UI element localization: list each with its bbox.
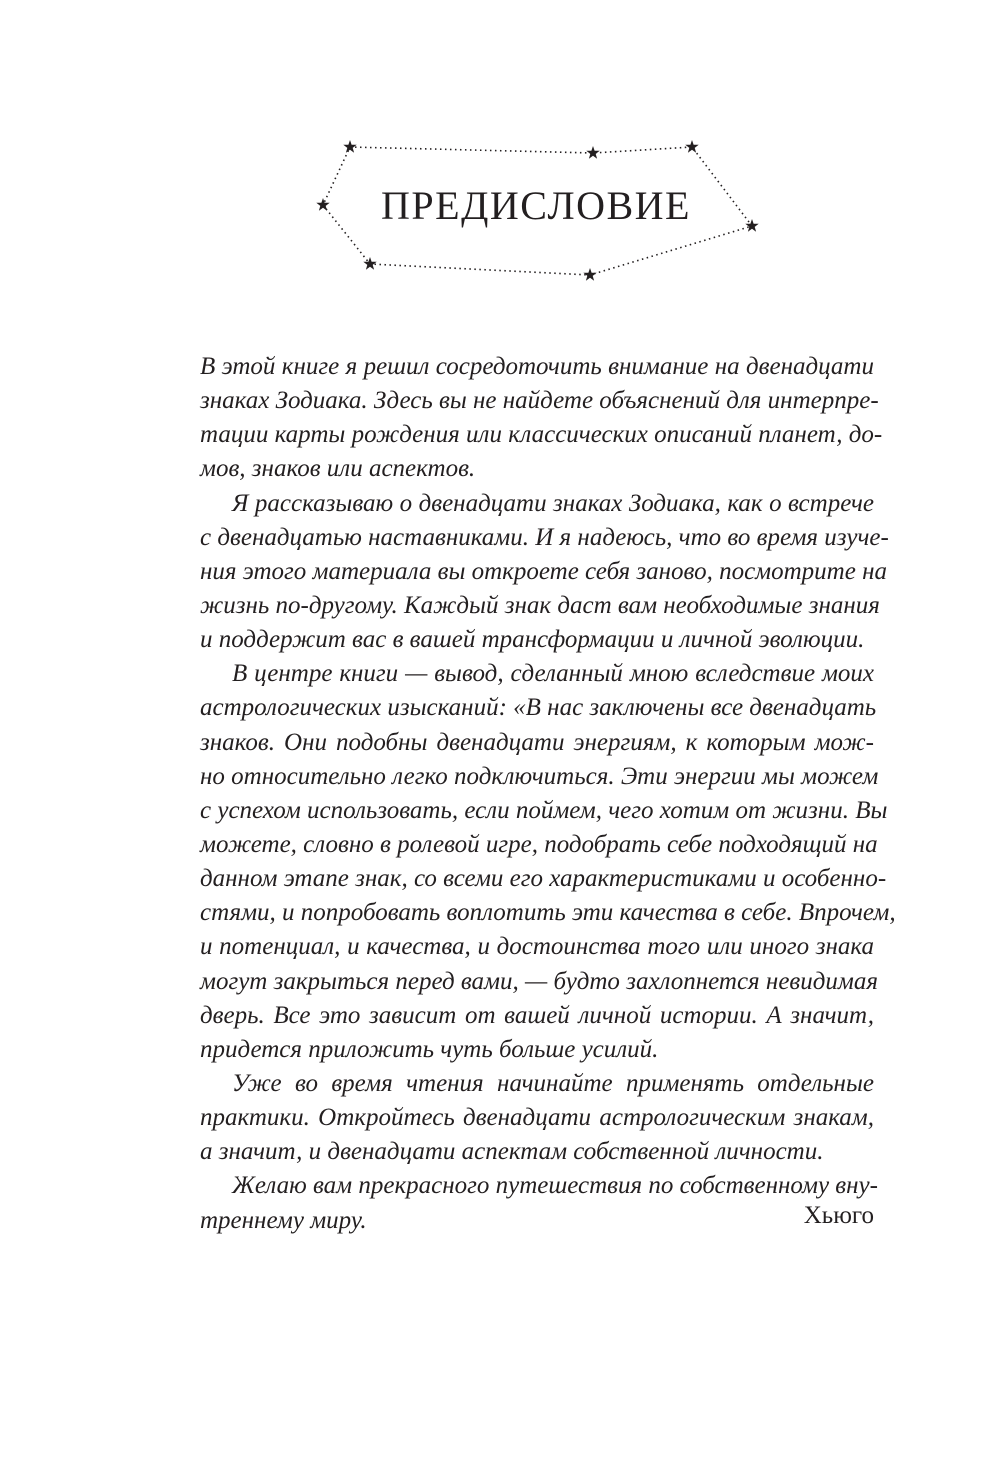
text-line: жизнь по-другому. Каждый знак даст вам необходимые знания: [200, 591, 880, 619]
text-line: В этой книге я решил сосредоточить внимание на двенадцати: [200, 353, 874, 380]
text-line: Желаю вам прекрасного путешествия по собственному вну-: [232, 1172, 878, 1200]
star-icon: [343, 140, 356, 153]
text-line: придется приложить чуть больше усилий.: [200, 1035, 659, 1063]
text-line: с успехом использовать, если поймем, чего хотим от жизни. Вы: [200, 796, 888, 824]
text-line: Уже во время чтения начинайте применять отдельные: [232, 1069, 874, 1097]
text-line: но относительно легко подключиться. Эти энергии мы можем: [200, 762, 879, 790]
text-line: и потенциал, и качества, и достоинства того или иного знака: [200, 933, 874, 961]
text-line: дверь. Все это зависит от вашей личной истории. А значит,: [200, 1001, 874, 1029]
text-line: и поддержит вас в вашей трансформации и личной эволюции.: [200, 626, 865, 654]
star-icon: [685, 140, 698, 153]
text-line: треннему миру.: [200, 1206, 367, 1234]
star-icon: [363, 257, 376, 270]
text-line: астрологических изысканий: «В нас заключены все двенадцать: [200, 694, 877, 722]
text-line: могут закрыться перед вами, — будто захлопнется невидимая: [200, 967, 879, 995]
constellation-ornament-icon: [0, 0, 1000, 320]
star-icon: [583, 268, 596, 281]
text-line: можете, словно в ролевой игре, подобрать себе подходящий на: [200, 830, 878, 858]
text-line: с двенадцатью наставниками. И я надеюсь, что во время изуче-: [200, 523, 889, 551]
star-icon: [586, 146, 599, 159]
text-line: тации карты рождения или классических описаний планет, до-: [200, 421, 883, 449]
text-line: ния этого материала вы откроете себя заново, посмотрите на: [200, 557, 887, 585]
text-line: а значит, и двенадцати аспектам собственной личности.: [200, 1138, 824, 1166]
preface-body: [200, 350, 896, 1238]
text-line: стями, и попробовать воплотить эти качества в себе. Впрочем,: [200, 899, 896, 927]
text-line: знаках Зодиака. Здесь вы не найдете объяснений для интерпре-: [200, 387, 879, 415]
page-title: ПРЕДИСЛОВИЕ: [381, 183, 691, 228]
text-line: практики. Откройтесь двенадцати астрологическим знакам,: [200, 1104, 874, 1132]
text-line: В центре книги — вывод, сделанный мною вследствие моих: [232, 660, 874, 688]
author-signature: Хьюго: [803, 1202, 874, 1229]
text-line: мов, знаков или аспектов.: [200, 455, 476, 483]
text-line: данном этапе знак, со всеми его характеристиками и особенно-: [200, 865, 887, 893]
text-line: знаков. Они подобны двенадцати энергиям, к которым мож-: [200, 728, 874, 756]
text-line: Я рассказываю о двенадцати знаках Зодиака, как о встрече: [232, 489, 874, 517]
